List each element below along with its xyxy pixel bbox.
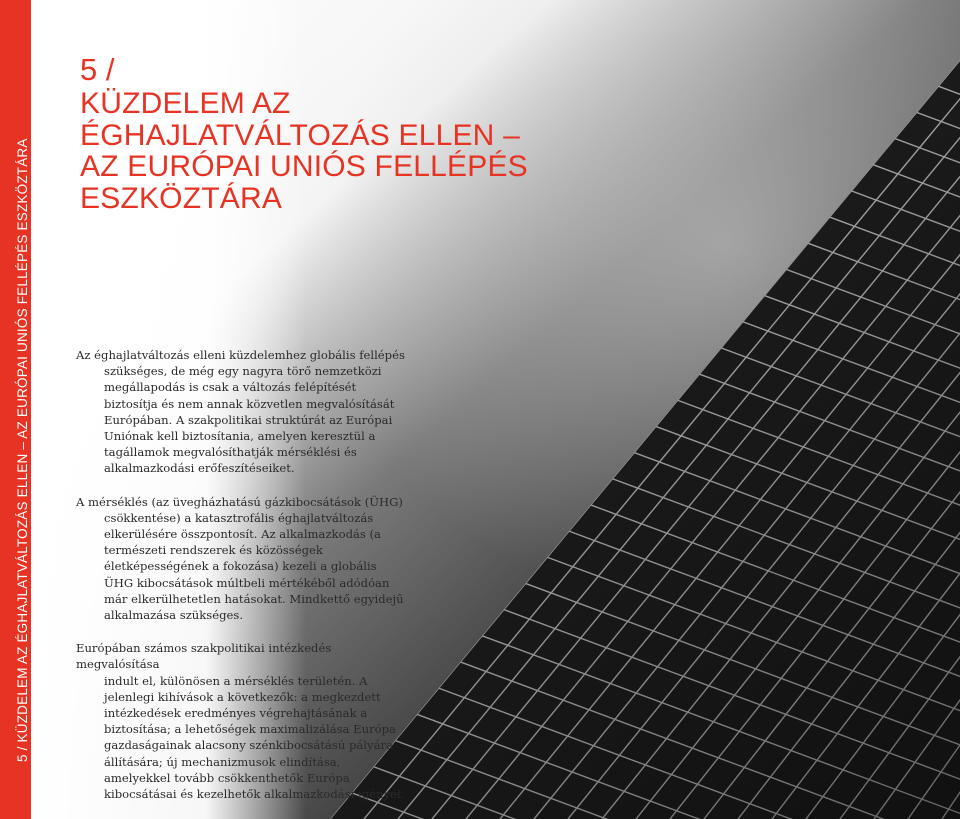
- paragraph-first-line: Európában számos szakpolitikai intézkedés megvalósítása: [76, 641, 332, 672]
- paragraph: [76, 640, 406, 802]
- paragraph-body: indult el, különösen a mérséklés területén. A jelenlegi kihívások a következők: a megkezdett intézkedések eredményes végrehajtásának a biztosítása; a lehetőségek maximalizálása Európa gazdaságainak alacsony szénkibocsátású pályára állítására; új mechanizmusok elindítása, amelyekkel tovább csökkenthetők Európa kibocsátásai és kezelhetők alkalmazkodási igényei.: [104, 673, 405, 802]
- running-section-title: 5 / KÜZDELEM AZ ÉGHAJLATVÁLTOZÁS ELLEN – AZ EURÓPAI UNIÓS FELLÉPÉS ESZKÖZTÁRA: [15, 138, 30, 762]
- paragraph-first-line: A mérséklés (az üvegházhatású gázkibocsátások (ÜHG): [76, 494, 403, 509]
- title-line: ÉGHAJLATVÁLTOZÁS ELLEN –: [80, 118, 520, 152]
- paragraph-first-line: Az éghajlatváltozás elleni küzdelemhez globális fellépés: [76, 348, 405, 362]
- paragraph: [76, 494, 406, 624]
- paragraph-body: csökkentése) a katasztrofális éghajlatváltozás elkerülésére összpontosít. Az alkalmazkodás (a természeti rendszerek és közösségek életképességének a fokozása) kezeli a globális ÜHG kibocsátások múltbeli mértékéből adódóan már elkerülhetetlen hatásokat. Mindkettő egyidejű alkalmazása szükséges.: [104, 510, 404, 623]
- paragraph-body: szükséges, de még egy nagyra törő nemzetközi megállapodás is csak a változás felépítését biztosítja és nem annak közvetlen megvalósítását Európában. A szakpolitikai struktúrát az Európai Uniónak kell biztosítania, amelyen keresztül a tagállamok megvalósíthatják mérséklési és alkalmazkodási erőfeszítéseiket.: [104, 364, 395, 476]
- section-number: 5 /: [80, 52, 115, 87]
- title-line: ESZKÖZTÁRA: [80, 181, 283, 215]
- section-title: [80, 52, 528, 214]
- title-line: KÜZDELEM AZ: [80, 87, 291, 120]
- body-text: [76, 347, 406, 802]
- paragraph: [76, 347, 406, 477]
- title-line: AZ EURÓPAI UNIÓS FELLÉPÉS: [80, 150, 528, 183]
